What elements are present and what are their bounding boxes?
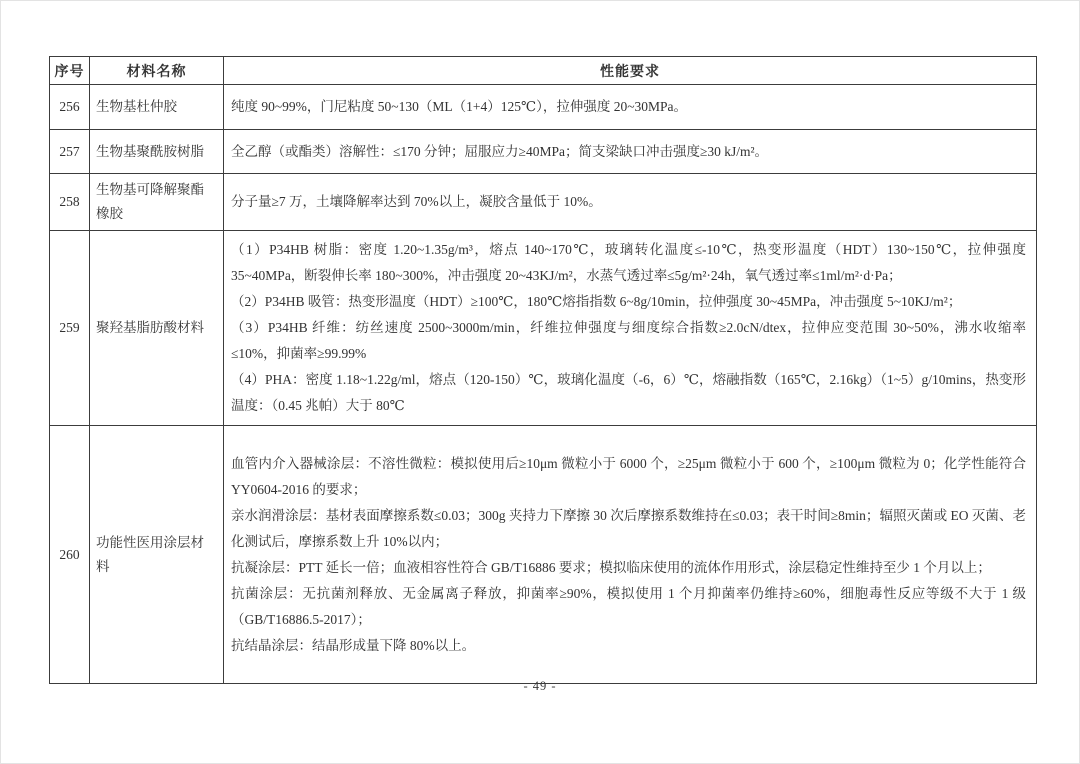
header-serial-number: 序号 xyxy=(50,57,90,85)
material-name: 生物基可降解聚酯橡胶 xyxy=(90,174,224,231)
table-row xyxy=(50,231,1037,426)
requirement-paragraph: （4）PHA：密度 1.18~1.22g/ml，熔点（120-150）℃，玻璃化温度（-6，6）℃，熔融指数（165℃，2.16kg）（1~5）g/10mins，热变形温度：（0.45 兆帕）大于 80℃ xyxy=(231,372,1026,413)
requirements-cell xyxy=(224,174,1037,231)
requirement-paragraph: 抗结晶涂层：结晶形成量下降 80%以上。 xyxy=(231,637,476,653)
table-row xyxy=(50,174,1037,231)
requirement-paragraph: 亲水润滑涂层：基材表面摩擦系数≤0.03；300g 夹持力下摩擦 30 次后摩擦系数维持在≤0.03；表干时间≥8min；辐照灭菌或 EO 灭菌、老化测试后，摩擦系数上升 10%以内； xyxy=(231,507,1026,549)
requirement-paragraph: （3）P34HB 纤维：纺丝速度 2500~3000m/min，纤维拉伸强度与细度综合指数≥2.0cN/dtex，拉伸应变范围 30~50%，沸水收缩率≤10%，抑菌率≥99.99% xyxy=(231,320,1026,361)
table-header-row xyxy=(50,57,1037,85)
requirement-paragraph: 分子量≥7 万，土壤降解率达到 70%以上，凝胶含量低于 10%。 xyxy=(231,194,602,209)
serial-number: 260 xyxy=(50,426,90,684)
serial-number: 259 xyxy=(50,231,90,426)
requirements-cell xyxy=(224,85,1037,130)
requirement-paragraph: 全乙醇（或酯类）溶解性：≤170 分钟；屈服应力≥40MPa；简支梁缺口冲击强度≥30 kJ/m²。 xyxy=(231,143,769,159)
requirement-paragraph: 血管内介入器械涂层：不溶性微粒：模拟使用后≥10μm 微粒小于 6000 个，≥25μm 微粒小于 600 个，≥100μm 微粒为 0；化学性能符合 YY0604-2016 的要求； xyxy=(231,455,1026,497)
materials-table xyxy=(49,56,1037,684)
material-name: 生物基杜仲胶 xyxy=(90,85,224,130)
requirement-paragraph: 抗凝涂层：PTT 延长一倍；血液相容性符合 GB/T16886 要求；模拟临床使用的流体作用形式，涂层稳定性维持至少 1 个月以上； xyxy=(231,559,991,575)
serial-number: 258 xyxy=(50,174,90,231)
material-name: 生物基聚酰胺树脂 xyxy=(90,130,224,174)
serial-number: 256 xyxy=(50,85,90,130)
requirements-cell xyxy=(224,130,1037,174)
header-material-name: 材料名称 xyxy=(90,57,224,85)
requirement-paragraph: 纯度 90~99%，门尼粘度 50~130（ML（1+4）125℃），拉伸强度 20~30MPa。 xyxy=(231,99,688,114)
table-row xyxy=(50,130,1037,174)
header-performance-requirements: 性能要求 xyxy=(224,57,1037,85)
material-name: 功能性医用涂层材料 xyxy=(90,426,224,684)
table-row xyxy=(50,85,1037,130)
requirement-paragraph: （1）P34HB 树脂：密度 1.20~1.35g/m³，熔点 140~170℃，玻璃转化温度≤-10℃，热变形温度（HDT）130~150℃，拉伸强度 35~40MPa，断裂伸长率 180~300%，冲击强度 20~43KJ/m²，水蒸气透过率≤5g/m²·24h，氧气透过率≤1ml/m²·d·Pa； xyxy=(231,242,1026,283)
requirement-paragraph: 抗菌涂层：无抗菌剂释放、无金属离子释放，抑菌率≥90%，模拟使用 1 个月抑菌率仍维持≥60%，细胞毒性反应等级不大于 1 级（GB/T16886.5-2017）； xyxy=(231,585,1026,627)
requirements-cell xyxy=(224,426,1037,684)
requirements-cell xyxy=(224,231,1037,426)
material-name: 聚羟基脂肪酸材料 xyxy=(90,231,224,426)
page-number: - 49 - xyxy=(523,679,557,693)
serial-number: 257 xyxy=(50,130,90,174)
table-row xyxy=(50,426,1037,684)
requirement-paragraph: （2）P34HB 吸管：热变形温度（HDT）≥100℃，180℃熔指指数 6~8g/10min，拉伸强度 30~45MPa，冲击强度 5~10KJ/m²； xyxy=(231,294,962,309)
